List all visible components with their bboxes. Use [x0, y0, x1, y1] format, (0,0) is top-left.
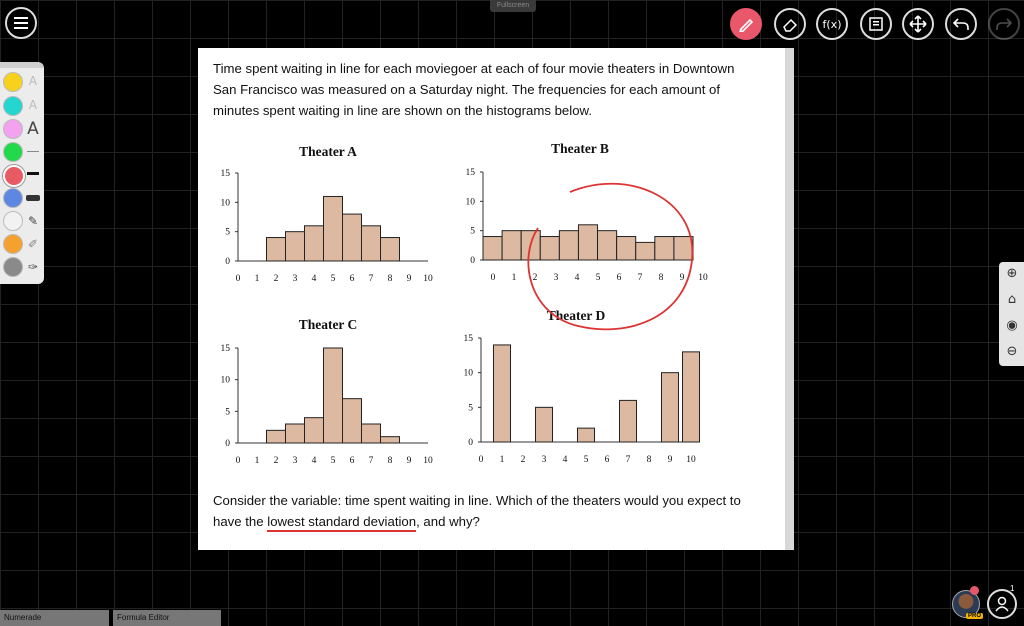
thick-stroke-button[interactable]	[25, 195, 41, 201]
x-tick-label: 10	[423, 274, 433, 284]
document-scrollbar[interactable]	[785, 48, 794, 550]
x-tick-label: 3	[553, 273, 559, 283]
tab-label: Formula Editor	[117, 613, 170, 622]
pencil-icon[interactable]: ✎	[27, 214, 39, 228]
x-tick-label: 0	[490, 273, 496, 283]
x-tick-label: 5	[583, 455, 589, 465]
y-tick-label: 10	[220, 375, 230, 386]
zoom-panel	[999, 262, 1024, 366]
color-swatch-gray[interactable]	[3, 257, 23, 277]
x-tick-label: 6	[349, 274, 355, 284]
pen-icon	[738, 16, 754, 32]
x-tick-label: 9	[406, 456, 412, 466]
x-tick-label: 4	[311, 274, 317, 284]
y-tick-label: 0	[225, 439, 230, 449]
y-tick-label: 5	[470, 226, 475, 237]
menu-button[interactable]	[5, 7, 37, 39]
x-tick-label: 9	[667, 455, 673, 465]
color-swatch-orange[interactable]	[3, 234, 23, 254]
color-swatch-cyan[interactable]	[3, 96, 23, 116]
x-tick-label: 9	[406, 274, 412, 284]
y-tick-label: 15	[220, 169, 230, 179]
brush-icon[interactable]: ✑	[27, 260, 39, 274]
center-icon[interactable]: ◉	[1006, 318, 1018, 333]
x-tick-label: 0	[235, 274, 241, 284]
participants-count: 1	[1010, 584, 1015, 593]
tab-label: Numerade	[4, 613, 42, 622]
histogram-bar	[662, 373, 679, 442]
y-tick-label: 5	[225, 227, 230, 238]
highlighter-icon[interactable]: ✐	[27, 237, 39, 251]
chart-title: Theater C	[298, 317, 358, 332]
y-tick-label: 10	[465, 197, 475, 208]
question-text: , and why?	[416, 514, 480, 529]
x-tick-label: 8	[387, 274, 393, 284]
undo-icon	[953, 17, 969, 31]
y-tick-label: 10	[463, 368, 473, 379]
home-icon[interactable]: ⌂	[1007, 292, 1017, 307]
y-tick-label: 15	[220, 344, 230, 354]
tab-formula-editor[interactable]	[113, 610, 221, 626]
pro-badge: PRO	[968, 613, 982, 619]
x-tick-label: 2	[273, 274, 279, 284]
color-swatch-pink[interactable]	[3, 119, 23, 139]
histogram-bar	[324, 348, 343, 443]
x-tick-label: 7	[368, 456, 374, 466]
document-page	[198, 48, 794, 550]
x-tick-label: 10	[698, 273, 708, 283]
slides-button[interactable]	[860, 8, 892, 40]
x-tick-label: 2	[273, 456, 279, 466]
move-button[interactable]	[902, 8, 934, 40]
x-tick-label: 6	[349, 456, 355, 466]
chart-title: Theater B	[551, 141, 609, 156]
color-swatch-blue[interactable]	[3, 188, 23, 208]
x-tick-label: 4	[562, 455, 568, 465]
formula-button[interactable]	[816, 8, 848, 40]
y-tick-label: 0	[468, 438, 473, 448]
x-tick-label: 1	[254, 456, 260, 466]
histogram-bar	[362, 424, 381, 443]
x-tick-label: 0	[235, 456, 241, 466]
histogram-bar	[343, 399, 362, 443]
color-palette	[0, 62, 44, 284]
color-swatch-white[interactable]	[3, 211, 23, 231]
x-tick-label: 7	[625, 455, 631, 465]
histogram-bar	[578, 428, 595, 442]
histogram-bar	[286, 424, 305, 443]
x-tick-label: 5	[330, 456, 336, 466]
x-tick-label: 7	[368, 274, 374, 284]
question-text: have the	[213, 514, 268, 529]
intro-line: Time spent waiting in line for each moviegoer at each of four movie theaters in Downtown	[213, 61, 735, 76]
x-tick-label: 7	[637, 273, 643, 283]
pen-button[interactable]	[730, 8, 762, 40]
chart-title: Theater A	[299, 144, 357, 159]
x-tick-label: 4	[311, 456, 317, 466]
x-tick-label: 2	[520, 455, 526, 465]
x-tick-label: 1	[254, 274, 260, 284]
eraser-icon	[782, 16, 798, 32]
move-icon	[909, 15, 927, 33]
histogram-bar	[683, 352, 700, 442]
text-small-icon[interactable]: A	[28, 74, 38, 88]
color-swatch-red[interactable]	[3, 165, 25, 187]
histogram-bar	[381, 437, 400, 443]
color-swatch-green[interactable]	[3, 142, 23, 162]
x-tick-label: 8	[646, 455, 652, 465]
medium-stroke-button[interactable]	[25, 172, 41, 175]
x-tick-label: 2	[532, 273, 538, 283]
color-swatch-yellow[interactable]	[3, 72, 23, 92]
histogram-bar	[494, 345, 511, 442]
intro-paragraph	[213, 58, 773, 121]
y-tick-label: 0	[225, 257, 230, 267]
x-tick-label: 3	[292, 456, 298, 466]
formula-label: f(x)	[822, 17, 842, 31]
fullscreen-label[interactable]: Fullscreen	[490, 0, 536, 12]
y-tick-label: 5	[468, 403, 473, 414]
x-tick-label: 8	[387, 456, 393, 466]
text-medium-icon[interactable]: A	[28, 98, 38, 112]
redo-icon	[996, 17, 1012, 31]
histogram-bar	[305, 418, 324, 443]
x-tick-label: 6	[604, 455, 610, 465]
x-tick-label: 3	[292, 274, 298, 284]
histogram-bar	[536, 407, 553, 442]
redo-button[interactable]	[988, 8, 1020, 40]
zoom-out-icon[interactable]: ⊖	[1006, 344, 1018, 359]
x-tick-label: 6	[616, 273, 622, 283]
intro-line: minutes spent waiting in line are shown on the histograms below.	[213, 103, 592, 118]
text-tool-button[interactable]: A	[27, 119, 39, 139]
y-tick-label: 10	[220, 198, 230, 209]
question-line: Consider the variable: time spent waiting in line. Which of the theaters would you expect to	[213, 493, 741, 508]
question-paragraph	[213, 490, 773, 532]
x-tick-label: 0	[478, 455, 484, 465]
intro-line: San Francisco was measured on a Saturday night. The frequencies for each amount of	[213, 82, 721, 97]
histogram-bar	[267, 430, 286, 443]
zoom-in-icon[interactable]: ⊕	[1006, 266, 1018, 281]
x-tick-label: 1	[511, 273, 517, 283]
thin-stroke-button[interactable]	[25, 151, 41, 152]
y-tick-label: 15	[463, 334, 473, 344]
chart-title: Theater D	[546, 308, 606, 323]
y-tick-label: 15	[465, 168, 475, 178]
recording-dot	[970, 586, 979, 595]
participants-icon	[995, 596, 1009, 612]
y-tick-label: 5	[225, 407, 230, 418]
red-circle-annotation	[198, 168, 794, 348]
x-tick-label: 8	[658, 273, 664, 283]
x-tick-label: 3	[541, 455, 547, 465]
x-tick-label: 10	[423, 456, 433, 466]
x-tick-label: 5	[595, 273, 601, 283]
undo-button[interactable]	[945, 8, 977, 40]
y-tick-label: 0	[470, 256, 475, 266]
x-tick-label: 4	[574, 273, 580, 283]
x-tick-label: 5	[330, 274, 336, 284]
x-tick-label: 10	[686, 455, 696, 465]
slides-icon	[869, 17, 883, 31]
eraser-button[interactable]	[774, 8, 806, 40]
participants-button[interactable]	[987, 589, 1017, 619]
x-tick-label: 9	[679, 273, 685, 283]
menu-icon	[14, 17, 28, 29]
x-tick-label: 1	[499, 455, 505, 465]
tab-numerade[interactable]	[0, 610, 109, 626]
histogram-bar	[620, 400, 637, 442]
underlined-phrase: lowest standard deviation	[267, 514, 416, 532]
